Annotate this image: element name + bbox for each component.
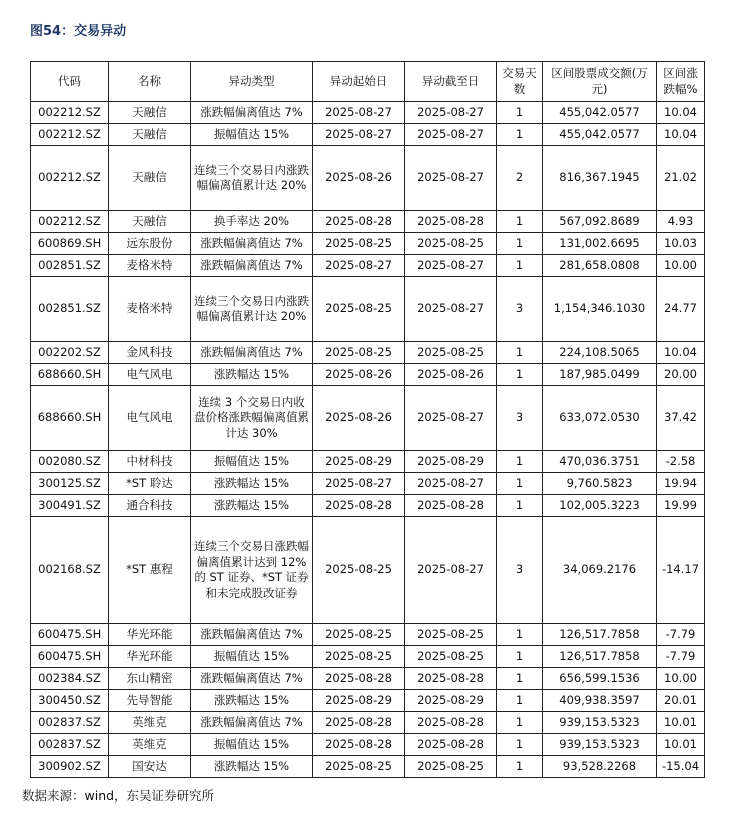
cell-end: 2025-08-29 <box>405 690 497 712</box>
cell-code: 002837.SZ <box>31 712 109 734</box>
cell-type: 涨跌幅偏离值达 7% <box>191 668 313 690</box>
table-row <box>31 646 705 668</box>
cell-type: 涨跌幅偏离值达 7% <box>191 255 313 277</box>
cell-code: 600475.SH <box>31 646 109 668</box>
cell-amount: 9,760.5823 <box>543 473 657 495</box>
cell-pct: -2.58 <box>657 451 705 473</box>
cell-name: 天融信 <box>109 211 191 233</box>
cell-end: 2025-08-25 <box>405 342 497 364</box>
table-row <box>31 386 705 451</box>
header-end: 异动截至日 <box>405 62 497 102</box>
cell-name: 远东股份 <box>109 233 191 255</box>
cell-amount: 93,528.2268 <box>543 756 657 778</box>
cell-type: 涨跌幅偏离值达 7% <box>191 624 313 646</box>
cell-end: 2025-08-27 <box>405 386 497 451</box>
cell-code: 002212.SZ <box>31 211 109 233</box>
cell-start: 2025-08-29 <box>313 690 405 712</box>
cell-type: 连续三个交易日涨跌幅偏离值累计达到 12%的 ST 证券、*ST 证券和未完成股改证券 <box>191 517 313 624</box>
cell-pct: -15.04 <box>657 756 705 778</box>
cell-days: 2 <box>497 146 543 211</box>
cell-amount: 939,153.5323 <box>543 734 657 756</box>
cell-start: 2025-08-28 <box>313 734 405 756</box>
cell-pct: 20.00 <box>657 364 705 386</box>
cell-name: *ST 聆达 <box>109 473 191 495</box>
cell-start: 2025-08-25 <box>313 756 405 778</box>
cell-name: 天融信 <box>109 124 191 146</box>
cell-code: 688660.SH <box>31 364 109 386</box>
cell-days: 1 <box>497 473 543 495</box>
cell-pct: 37.42 <box>657 386 705 451</box>
cell-end: 2025-08-29 <box>405 451 497 473</box>
cell-days: 1 <box>497 668 543 690</box>
cell-pct: -7.79 <box>657 646 705 668</box>
cell-start: 2025-08-27 <box>313 102 405 124</box>
header-type: 异动类型 <box>191 62 313 102</box>
cell-type: 涨跌幅偏离值达 7% <box>191 233 313 255</box>
table-row <box>31 517 705 624</box>
cell-code: 002851.SZ <box>31 277 109 342</box>
cell-end: 2025-08-27 <box>405 473 497 495</box>
cell-code: 002212.SZ <box>31 146 109 211</box>
cell-amount: 224,108.5065 <box>543 342 657 364</box>
cell-name: 天融信 <box>109 102 191 124</box>
table-row <box>31 124 705 146</box>
cell-name: 电气风电 <box>109 364 191 386</box>
cell-pct: 10.01 <box>657 712 705 734</box>
cell-amount: 126,517.7858 <box>543 624 657 646</box>
cell-pct: 10.00 <box>657 255 705 277</box>
cell-pct: 10.04 <box>657 342 705 364</box>
cell-end: 2025-08-26 <box>405 364 497 386</box>
cell-name: 通合科技 <box>109 495 191 517</box>
cell-name: 英维克 <box>109 734 191 756</box>
cell-name: 先导智能 <box>109 690 191 712</box>
cell-type: 涨跌幅偏离值达 7% <box>191 342 313 364</box>
cell-type: 连续三个交易日内涨跌幅偏离值累计达 20% <box>191 146 313 211</box>
cell-start: 2025-08-28 <box>313 495 405 517</box>
cell-code: 300491.SZ <box>31 495 109 517</box>
header-amount: 区间股票成交额(万元) <box>543 62 657 102</box>
table-row <box>31 624 705 646</box>
cell-code: 002212.SZ <box>31 124 109 146</box>
cell-end: 2025-08-28 <box>405 734 497 756</box>
cell-pct: 10.03 <box>657 233 705 255</box>
cell-amount: 281,658.0808 <box>543 255 657 277</box>
cell-name: 中材科技 <box>109 451 191 473</box>
cell-code: 600475.SH <box>31 624 109 646</box>
cell-pct: 19.99 <box>657 495 705 517</box>
cell-start: 2025-08-26 <box>313 146 405 211</box>
cell-days: 1 <box>497 364 543 386</box>
cell-start: 2025-08-27 <box>313 124 405 146</box>
table-row <box>31 668 705 690</box>
cell-pct: -7.79 <box>657 624 705 646</box>
cell-end: 2025-08-27 <box>405 124 497 146</box>
cell-name: *ST 惠程 <box>109 517 191 624</box>
cell-start: 2025-08-25 <box>313 517 405 624</box>
cell-name: 电气风电 <box>109 386 191 451</box>
cell-end: 2025-08-27 <box>405 146 497 211</box>
table-row <box>31 102 705 124</box>
cell-type: 连续 3 个交易日内收盘价格涨跌幅偏离值累计达 30% <box>191 386 313 451</box>
cell-end: 2025-08-27 <box>405 102 497 124</box>
cell-code: 002080.SZ <box>31 451 109 473</box>
cell-code: 002384.SZ <box>31 668 109 690</box>
cell-days: 3 <box>497 386 543 451</box>
cell-name: 华光环能 <box>109 624 191 646</box>
cell-code: 300450.SZ <box>31 690 109 712</box>
trading-anomaly-table <box>30 61 705 778</box>
cell-start: 2025-08-25 <box>313 624 405 646</box>
cell-end: 2025-08-28 <box>405 668 497 690</box>
cell-end: 2025-08-28 <box>405 211 497 233</box>
table-row <box>31 734 705 756</box>
table-row <box>31 277 705 342</box>
cell-start: 2025-08-25 <box>313 342 405 364</box>
cell-days: 1 <box>497 124 543 146</box>
table-row <box>31 712 705 734</box>
cell-start: 2025-08-27 <box>313 255 405 277</box>
cell-days: 1 <box>497 451 543 473</box>
cell-name: 国安达 <box>109 756 191 778</box>
cell-days: 1 <box>497 756 543 778</box>
cell-name: 天融信 <box>109 146 191 211</box>
table-row <box>31 255 705 277</box>
cell-days: 3 <box>497 277 543 342</box>
table-row <box>31 756 705 778</box>
cell-type: 涨跌幅达 15% <box>191 690 313 712</box>
header-days: 交易天数 <box>497 62 543 102</box>
header-name: 名称 <box>109 62 191 102</box>
cell-code: 002202.SZ <box>31 342 109 364</box>
cell-pct: 19.94 <box>657 473 705 495</box>
cell-name: 东山精密 <box>109 668 191 690</box>
cell-code: 002837.SZ <box>31 734 109 756</box>
cell-name: 英维克 <box>109 712 191 734</box>
cell-pct: 10.00 <box>657 668 705 690</box>
cell-days: 3 <box>497 517 543 624</box>
cell-amount: 126,517.7858 <box>543 646 657 668</box>
cell-start: 2025-08-28 <box>313 211 405 233</box>
cell-code: 600869.SH <box>31 233 109 255</box>
table-row <box>31 146 705 211</box>
cell-type: 涨跌幅达 15% <box>191 495 313 517</box>
cell-end: 2025-08-25 <box>405 756 497 778</box>
cell-code: 300125.SZ <box>31 473 109 495</box>
cell-start: 2025-08-29 <box>313 451 405 473</box>
cell-start: 2025-08-26 <box>313 364 405 386</box>
cell-amount: 656,599.1536 <box>543 668 657 690</box>
cell-pct: 4.93 <box>657 211 705 233</box>
cell-amount: 470,036.3751 <box>543 451 657 473</box>
header-pct: 区间涨跌幅% <box>657 62 705 102</box>
cell-days: 1 <box>497 690 543 712</box>
cell-code: 002212.SZ <box>31 102 109 124</box>
header-start: 异动起始日 <box>313 62 405 102</box>
table-header-row <box>31 62 705 102</box>
cell-pct: 10.01 <box>657 734 705 756</box>
cell-pct: 20.01 <box>657 690 705 712</box>
cell-days: 1 <box>497 102 543 124</box>
cell-amount: 939,153.5323 <box>543 712 657 734</box>
table-row <box>31 342 705 364</box>
cell-days: 1 <box>497 342 543 364</box>
cell-type: 振幅值达 15% <box>191 646 313 668</box>
cell-name: 华光环能 <box>109 646 191 668</box>
cell-type: 涨跌幅偏离值达 7% <box>191 102 313 124</box>
table-row <box>31 233 705 255</box>
cell-start: 2025-08-28 <box>313 668 405 690</box>
table-row <box>31 364 705 386</box>
cell-days: 1 <box>497 712 543 734</box>
cell-amount: 102,005.3223 <box>543 495 657 517</box>
cell-amount: 131,002.6695 <box>543 233 657 255</box>
cell-name: 麦格米特 <box>109 255 191 277</box>
cell-days: 1 <box>497 624 543 646</box>
header-code: 代码 <box>31 62 109 102</box>
cell-type: 涨跌幅达 15% <box>191 756 313 778</box>
cell-type: 涨跌幅偏离值达 7% <box>191 712 313 734</box>
cell-code: 688660.SH <box>31 386 109 451</box>
cell-name: 金风科技 <box>109 342 191 364</box>
cell-amount: 567,092.8689 <box>543 211 657 233</box>
cell-days: 1 <box>497 255 543 277</box>
cell-name: 麦格米特 <box>109 277 191 342</box>
cell-amount: 455,042.0577 <box>543 124 657 146</box>
cell-end: 2025-08-25 <box>405 233 497 255</box>
cell-code: 002168.SZ <box>31 517 109 624</box>
cell-type: 涨跌幅达 15% <box>191 364 313 386</box>
cell-type: 振幅值达 15% <box>191 124 313 146</box>
cell-start: 2025-08-27 <box>313 473 405 495</box>
cell-end: 2025-08-28 <box>405 495 497 517</box>
cell-pct: 24.77 <box>657 277 705 342</box>
table-row <box>31 211 705 233</box>
cell-days: 1 <box>497 734 543 756</box>
cell-pct: 21.02 <box>657 146 705 211</box>
cell-start: 2025-08-26 <box>313 386 405 451</box>
cell-amount: 1,154,346.1030 <box>543 277 657 342</box>
cell-amount: 816,367.1945 <box>543 146 657 211</box>
cell-pct: 10.04 <box>657 102 705 124</box>
cell-amount: 455,042.0577 <box>543 102 657 124</box>
cell-amount: 633,072.0530 <box>543 386 657 451</box>
cell-code: 300902.SZ <box>31 756 109 778</box>
cell-pct: -14.17 <box>657 517 705 624</box>
cell-start: 2025-08-25 <box>313 277 405 342</box>
cell-type: 换手率达 20% <box>191 211 313 233</box>
cell-amount: 34,069.2176 <box>543 517 657 624</box>
cell-end: 2025-08-25 <box>405 624 497 646</box>
cell-amount: 409,938.3597 <box>543 690 657 712</box>
cell-end: 2025-08-27 <box>405 255 497 277</box>
cell-days: 1 <box>497 495 543 517</box>
cell-days: 1 <box>497 211 543 233</box>
cell-days: 1 <box>497 233 543 255</box>
cell-days: 1 <box>497 646 543 668</box>
table-row <box>31 473 705 495</box>
cell-end: 2025-08-25 <box>405 646 497 668</box>
table-row <box>31 690 705 712</box>
table-row <box>31 495 705 517</box>
table-row <box>31 451 705 473</box>
cell-amount: 187,985.0499 <box>543 364 657 386</box>
cell-end: 2025-08-27 <box>405 277 497 342</box>
cell-end: 2025-08-28 <box>405 712 497 734</box>
cell-start: 2025-08-25 <box>313 233 405 255</box>
cell-end: 2025-08-27 <box>405 517 497 624</box>
cell-type: 振幅值达 15% <box>191 734 313 756</box>
cell-start: 2025-08-28 <box>313 712 405 734</box>
cell-type: 涨跌幅达 15% <box>191 473 313 495</box>
cell-type: 振幅值达 15% <box>191 451 313 473</box>
data-source-note: 数据来源：wind，东吴证券研究所 <box>22 788 215 803</box>
figure-title: 图54：交易异动 <box>30 24 127 39</box>
cell-type: 连续三个交易日内涨跌幅偏离值累计达 20% <box>191 277 313 342</box>
cell-pct: 10.04 <box>657 124 705 146</box>
cell-start: 2025-08-25 <box>313 646 405 668</box>
cell-code: 002851.SZ <box>31 255 109 277</box>
